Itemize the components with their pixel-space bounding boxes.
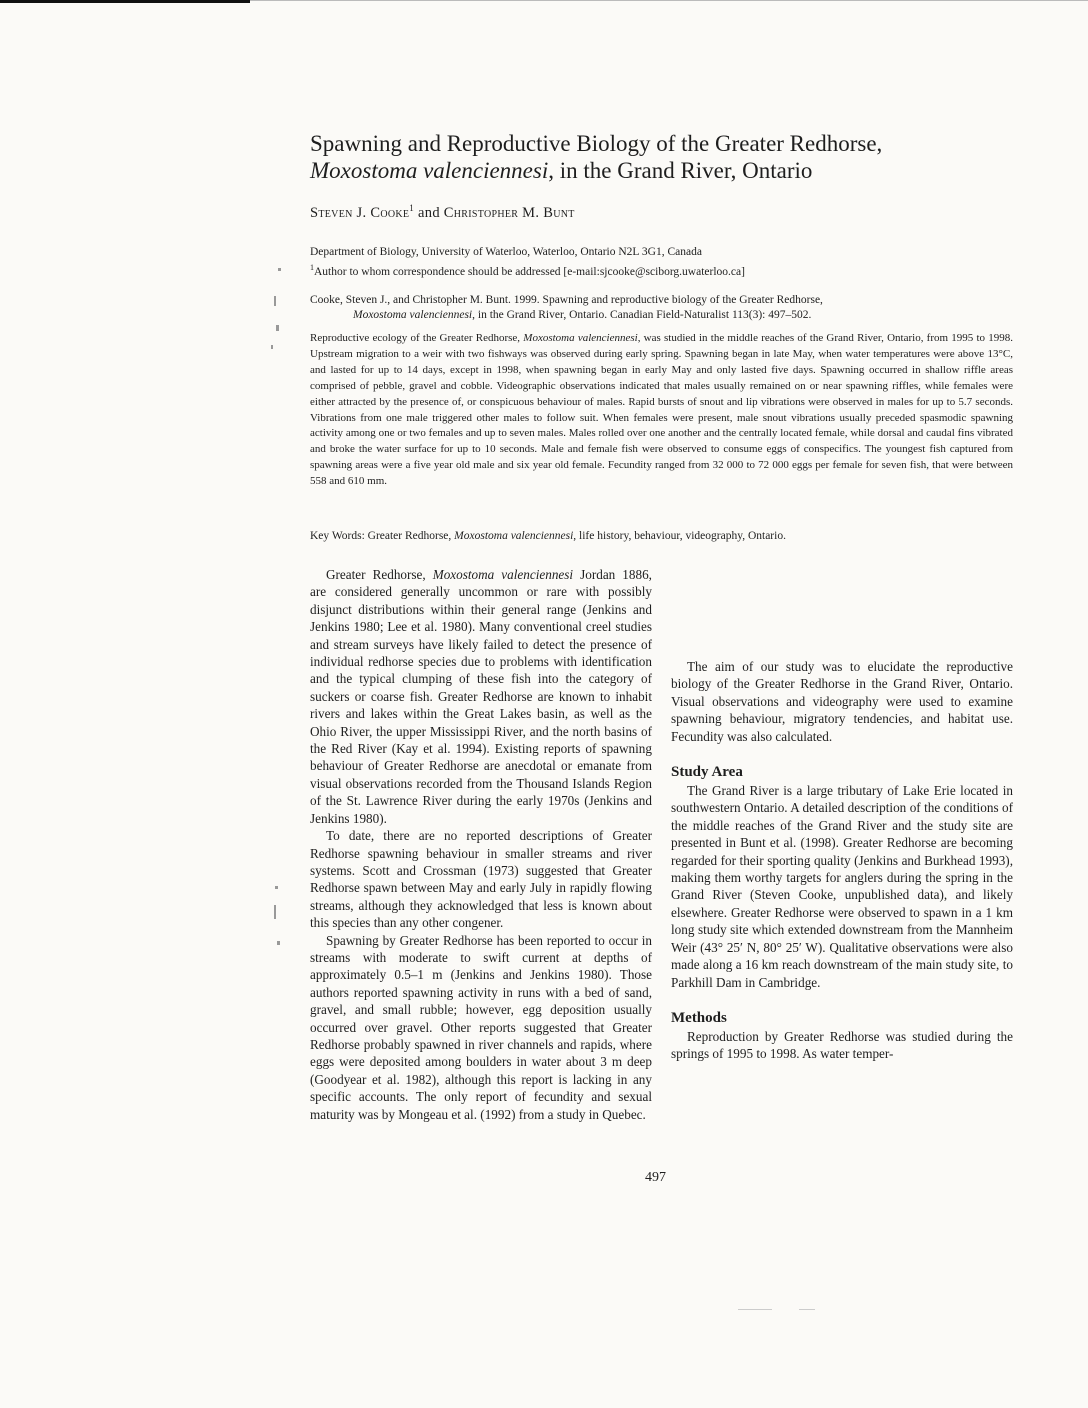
intro-p1-a: Greater Redhorse, xyxy=(326,567,433,582)
author-line xyxy=(310,203,575,222)
correspondence-note xyxy=(310,260,745,280)
keywords xyxy=(310,529,1013,544)
margin-speck xyxy=(274,905,276,919)
article-title xyxy=(310,130,1030,184)
methods-heading: Methods xyxy=(671,1009,727,1026)
margin-speck xyxy=(277,941,280,945)
study-area-heading: Study Area xyxy=(671,764,743,781)
intro-paragraph-3: Spawning by Greater Redhorse has been reported to occur in streams with moderate to swift current at depths of approximately 0.5–1 m (Jenkins and Jenkins 1980). Those authors reported spawning activity in runs with a bed of sand, gravel, and small rubble; however, egg deposition usually occurred over gravel. Other reports suggested that Greater Redhorse probably spawned in river channels and rapids, where eggs were deposited among boulders in water about 3 m deep (Goodyear et al. 1982), although this report is lacking in any specific accounts. The only report of fecundity and sexual maturity was by Mongeau et al. (1992) from a study in Quebec. xyxy=(310,932,652,1122)
title-species: Moxostoma valenciennesi xyxy=(310,158,549,183)
margin-speck xyxy=(276,325,279,331)
intro-p1-species: Moxostoma valenciennesi xyxy=(432,567,574,582)
body-column-right-text xyxy=(671,658,1013,1063)
margin-speck xyxy=(271,345,273,349)
keywords-part-a: Key Words: Greater Redhorse, xyxy=(310,530,455,542)
citation xyxy=(310,293,1013,323)
intro-paragraph-2: To date, there are no reported descriptions of Greater Redhorse spawning behaviour in smaller streams and river systems. Scott and Crossman (1973) suggested that Greater Redhorse spawn between May and early July in rapidly flowing streams, although they acknowledged that less is known about this species than any other congener. xyxy=(310,828,652,931)
title-rest: , in the Grand River, Ontario xyxy=(548,158,813,183)
intro-paragraph-4: The aim of our study was to elucidate the reproductive biology of the Greater Redhorse in the Grand River, Ontario. Visual observations and videography were used to examine spawning behaviour, migratory tendencies, and habitat use. Fecundity was also calculated. xyxy=(671,659,1013,744)
citation-lead: Cooke, Steven J., and Christopher M. Bunt. 1999. Spawning and reproductive biology of the Greater Redhorse, xyxy=(310,294,823,306)
author-1-sup: 1 xyxy=(409,203,415,213)
title-plain: Spawning and Reproductive Biology of the Greater Redhorse, xyxy=(310,131,883,156)
margin-speck xyxy=(278,268,281,271)
author-2: Christopher M. Bunt xyxy=(443,204,575,221)
top-scan-edge xyxy=(0,0,250,3)
bottom-smudge xyxy=(738,1309,772,1310)
page-number: 497 xyxy=(645,1170,666,1185)
methods-paragraph: Reproduction by Greater Redhorse was studied during the springs of 1995 to 1998. As water temper- xyxy=(671,1028,1013,1062)
keywords-species: Moxostoma valenciennesi xyxy=(454,530,574,542)
citation-species: Moxostoma valenciennesi xyxy=(353,309,473,321)
citation-second-line xyxy=(310,308,1013,323)
margin-speck xyxy=(275,886,278,889)
abstract-part-b: , was studied in the middle reaches of the Grand River, Ontario, from 1995 to 1998. Upstream migration to a weir with two fishways was observed during early spring. Spawning began in late May, when water temperatures were above 13°C, and lasted for up to 14 days, except in 1998, when spawning began in early May and only lasted five days. Spawning occurred in shallow riffle areas comprised of pebble, gravel and cobble. Videographic observations indicated that males usually remained on or near spawning riffles, while females were either attracted by the presence of, or conspicuous behaviour of males. Rapid bursts of snout and lip vibrations were observed in males for up to 5.7 seconds. Vibrations from one male triggered other males to follow suit. When females were present, male snout vibrations usually preceded spasmodic spawning activity among one or two females and up to seven males. Males rolled over one another and the centrally located female, while dorsal and caudal fins vibrated and broke the water surface for up to 10 seconds. Male and female fish were observed to consume eggs of conspecifics. The youngest fish captured from spawning areas were a five year old male and six year old female. Fecundity ranged from 32 000 to 72 000 eggs per female for seven fish, that were between 558 and 610 mm. xyxy=(310,332,1014,488)
author-1: Steven J. Cooke xyxy=(310,204,410,221)
margin-speck xyxy=(274,296,276,306)
intro-p1-b: Jordan 1886, are considered generally uncommon or rare with possibly disjunct distributions within their general range (Jenkins and Jenkins 1980; Lee et al. 1980). Many conventional creel studies and stream surveys have likely failed to detect the presence of individual redhorse species due to problems with identification and the typical clumping of these fish into the category of suckers or coarse fish. Greater Redhorse are known to inhabit rivers and lakes within the Great Lakes basin, as well as the Ohio River, the upper Mississippi River, and the north basins of the Red River (Kay et al. 1994). Existing reports of spawning behaviour of Greater Redhorse are anecdotal or emanate from visual observations recorded from the Thousand Islands Region of the St. Lawrence River during the early 1970s (Jenkins and Jenkins 1980). xyxy=(310,567,652,826)
intro-paragraph-1 xyxy=(310,566,652,827)
keywords-part-b: , life history, behaviour, videography, Ontario. xyxy=(573,530,786,542)
abstract-species: Moxostoma valenciennesi xyxy=(523,332,638,344)
correspondence-sup: 1 xyxy=(310,263,314,272)
body-column-left xyxy=(310,566,652,1123)
top-scan-edge-faint xyxy=(250,0,1088,1)
correspondence-text: Author to whom correspondence should be addressed [e-mail:sjcooke@sciborg.uwaterloo.ca] xyxy=(314,265,745,278)
study-area-paragraph: The Grand River is a large tributary of Lake Erie located in southwestern Ontario. A detailed description of the conditions of the middle reaches of the Grand River and the study site are presented in Bunt et al. (1998). Greater Redhorse are becoming regarded for their sporting quality (Jenkins and Burkhead 1993), making them worthy targets for anglers during the spring in the Grand River (Steven Cooke, unpublished data), and likely elsewhere. Greater Redhorse were observed to spawn in a 1 km long study site which extended downstream from the Mannheim Weir (43° 25′ N, 80° 25′ W). Qualitative observations were also made along a 16 km reach downstream of the main study site, to Parkhill Dam in Cambridge. xyxy=(671,783,1013,990)
author-conjunction: and xyxy=(414,204,444,221)
citation-tail: , in the Grand River, Ontario. Canadian Field-Naturalist 113(3): 497–502. xyxy=(472,309,812,321)
bottom-smudge xyxy=(799,1309,815,1310)
abstract-part-a: Reproductive ecology of the Greater Redhorse, xyxy=(310,332,524,344)
affiliation-block xyxy=(310,245,745,280)
abstract xyxy=(310,331,1013,490)
affiliation: Department of Biology, University of Waterloo, Waterloo, Ontario N2L 3G1, Canada xyxy=(310,246,702,258)
